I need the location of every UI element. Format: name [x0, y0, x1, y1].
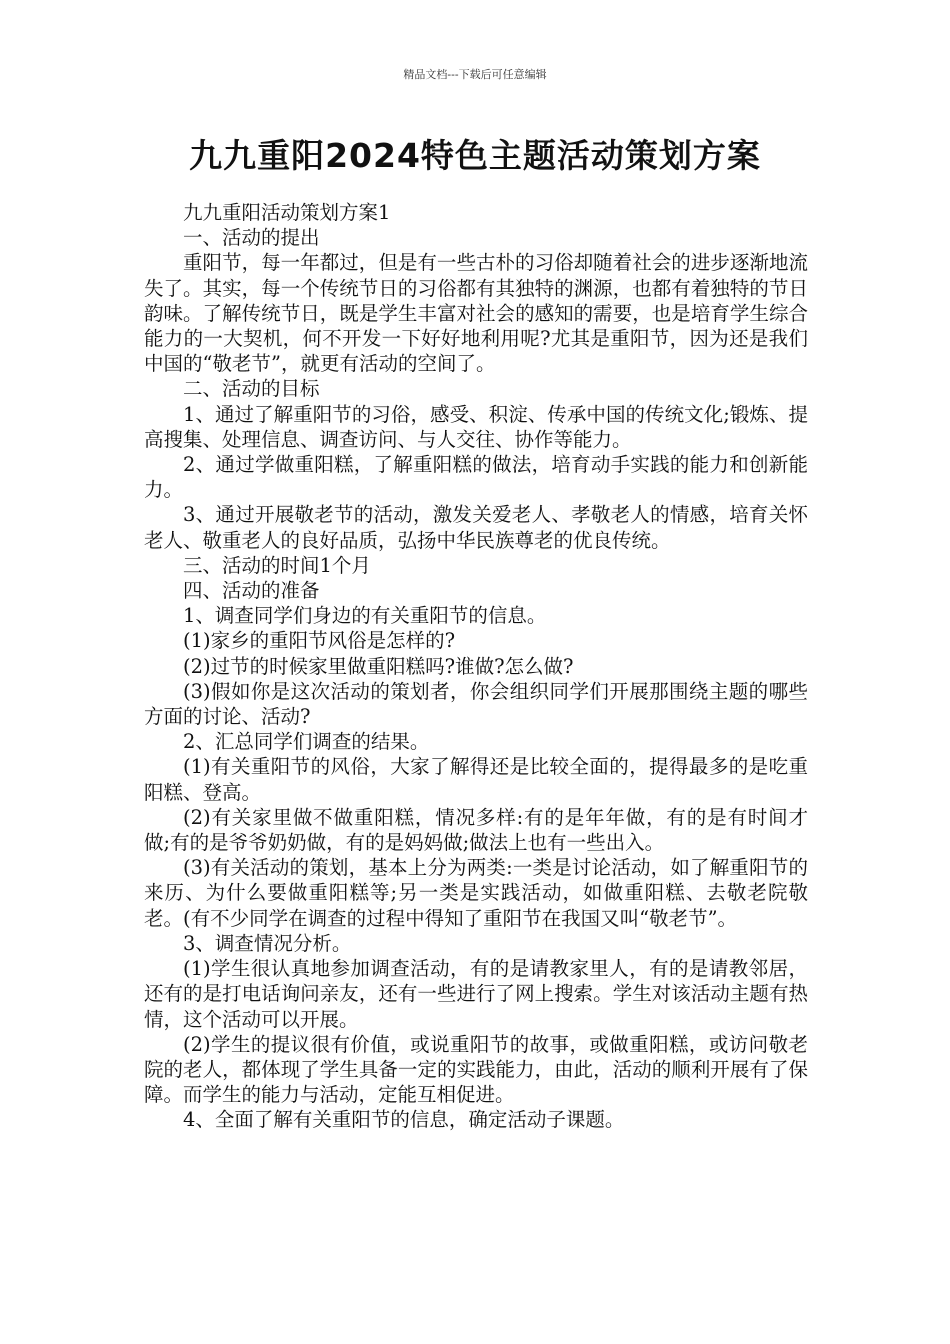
paragraph: 2、通过学做重阳糕，了解重阳糕的做法，培育动手实践的能力和创新能力。	[144, 453, 808, 502]
paragraph: (2)有关家里做不做重阳糕，情况多样:有的是年年做，有的是有时间才做;有的是爷爷奶奶做，有的是妈妈做;做法上也有一些出入。	[144, 805, 808, 855]
paragraph: 3、通过开展敬老节的活动，激发关爱老人、孝敬老人的情感，培育关怀老人、敬重老人的良好品质，弘扬中华民族尊老的优良传统。	[144, 503, 808, 552]
page-title: 九九重阳2024特色主题活动策划方案	[189, 136, 761, 175]
paragraph: (3)有关活动的策划，基本上分为两类:一类是讨论活动，如了解重阳节的来历、为什么要做重阳糕等;另一类是实践活动，如做重阳糕、去敬老院敬老。(有不少同学在调查的过程中得知了重阳节在我国又叫“敬老节”。	[144, 856, 808, 930]
paragraph: (1)有关重阳节的风俗，大家了解得还是比较全面的，提得最多的是吃重阳糕、登高。	[144, 755, 808, 804]
paragraph: (2)学生的提议很有价值，或说重阳节的故事，或做重阳糕，或访问敬老院的老人，都体现了学生具备一定的实践能力，由此，活动的顺利开展有了保障。而学生的能力与活动，定能互相促进。	[144, 1032, 808, 1107]
paragraph: (1)学生很认真地参加调查活动，有的是请教家里人，有的是请教邻居，还有的是打电话询问亲友，还有一些进行了网上搜索。学生对该活动主题有热情，这个活动可以开展。	[144, 957, 808, 1031]
paragraph: (2)过节的时候家里做重阳糕吗?谁做?怎么做?	[183, 654, 574, 678]
header-watermark: 精品文档---下载后可任意编辑	[403, 68, 547, 81]
paragraph: 1、调查同学们身边的有关重阳节的信息。	[183, 604, 547, 628]
section-heading: 三、活动的时间1个月	[183, 553, 371, 577]
section-heading: 二、活动的目标	[183, 377, 320, 401]
section-heading: 一、活动的提出	[183, 226, 320, 250]
paragraph: (1)家乡的重阳节风俗是怎样的?	[183, 629, 456, 653]
paragraph: 2、汇总同学们调查的结果。	[183, 730, 430, 754]
paragraph: 1、通过了解重阳节的习俗，感受、积淀、传承中国的传统文化;锻炼、提高搜集、处理信息、调查访问、与人交往、协作等能力。	[144, 402, 808, 451]
paragraph: 重阳节，每一年都过，但是有一些古朴的习俗却随着社会的进步逐渐地流失了。其实，每一个传统节日的习俗都有其独特的渊源，也都有着独特的节日韵味。了解传统节日，既是学生丰富对社会的感知的需要，也是培育学生综合能力的一大契机，何不开发一下好好地利用呢?尤其是重阳节，因为还是我们中国的“敬老节”，就更有活动的空间了。	[144, 251, 808, 376]
paragraph: 九九重阳活动策划方案1	[183, 201, 391, 224]
paragraph: (3)假如你是这次活动的策划者，你会组织同学们开展那围绕主题的哪些方面的讨论、活动?	[144, 679, 808, 729]
section-heading: 四、活动的准备	[183, 579, 320, 603]
paragraph: 4、全面了解有关重阳节的信息，确定活动子课题。	[183, 1108, 625, 1132]
paragraph: 3、调查情况分析。	[183, 931, 352, 955]
document-body	[144, 200, 808, 1133]
